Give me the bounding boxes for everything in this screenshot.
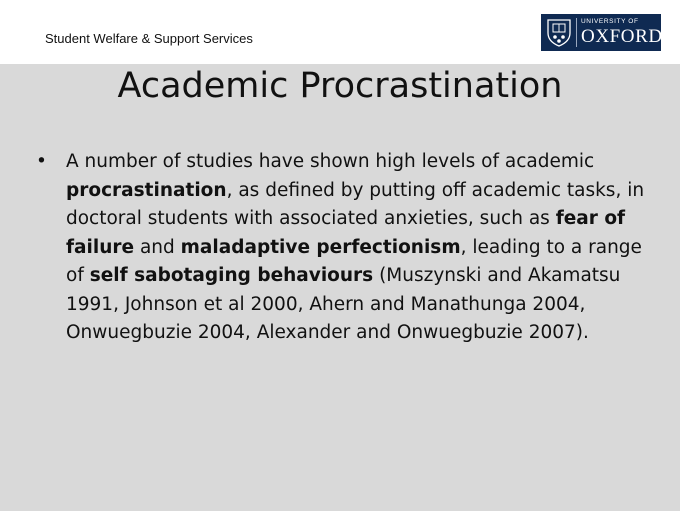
department-label: Student Welfare & Support Services	[45, 31, 253, 46]
emphasis-procrastination: procrastination	[66, 179, 227, 201]
crest-icon	[546, 18, 572, 47]
bullet-text-segment: , as defined by putting off academic tasks, in doctoral students with associated anxieties, such as	[66, 179, 645, 229]
bullet-text-segment: , leading to a range of	[66, 236, 642, 286]
bullet-symbol: •	[36, 151, 47, 172]
slide-title: Academic Procrastination	[117, 66, 563, 106]
logo-wordmark	[581, 19, 663, 46]
university-logo	[541, 14, 661, 51]
bullet-text-segment: A number of studies have shown high levels of academic	[66, 151, 595, 172]
bullet-text-segment: (Muszynski and Akamatsu 1991, Johnson et al 2000, Ahern and Manathunga 2004, Onwuegbuzie 2004, Alexander and Onwuegbuzie 2007).	[66, 265, 621, 343]
slide-content	[0, 64, 680, 511]
bullet-list	[36, 148, 646, 348]
bullet-text	[66, 151, 644, 343]
bullet-text-segment: and	[134, 236, 181, 258]
logo-main-text: OXFORD	[581, 25, 663, 47]
slide-header	[0, 0, 680, 64]
logo-divider	[576, 18, 577, 47]
bullet-item	[36, 148, 646, 348]
logo-top-text: UNIVERSITY OF	[581, 18, 639, 26]
emphasis-maladaptive-perfectionism: maladaptive perfectionism	[180, 236, 461, 258]
emphasis-self-sabotaging-behaviours: self sabotaging behaviours	[89, 265, 374, 286]
emphasis-fear-of-failure: fear of failure	[66, 208, 626, 258]
